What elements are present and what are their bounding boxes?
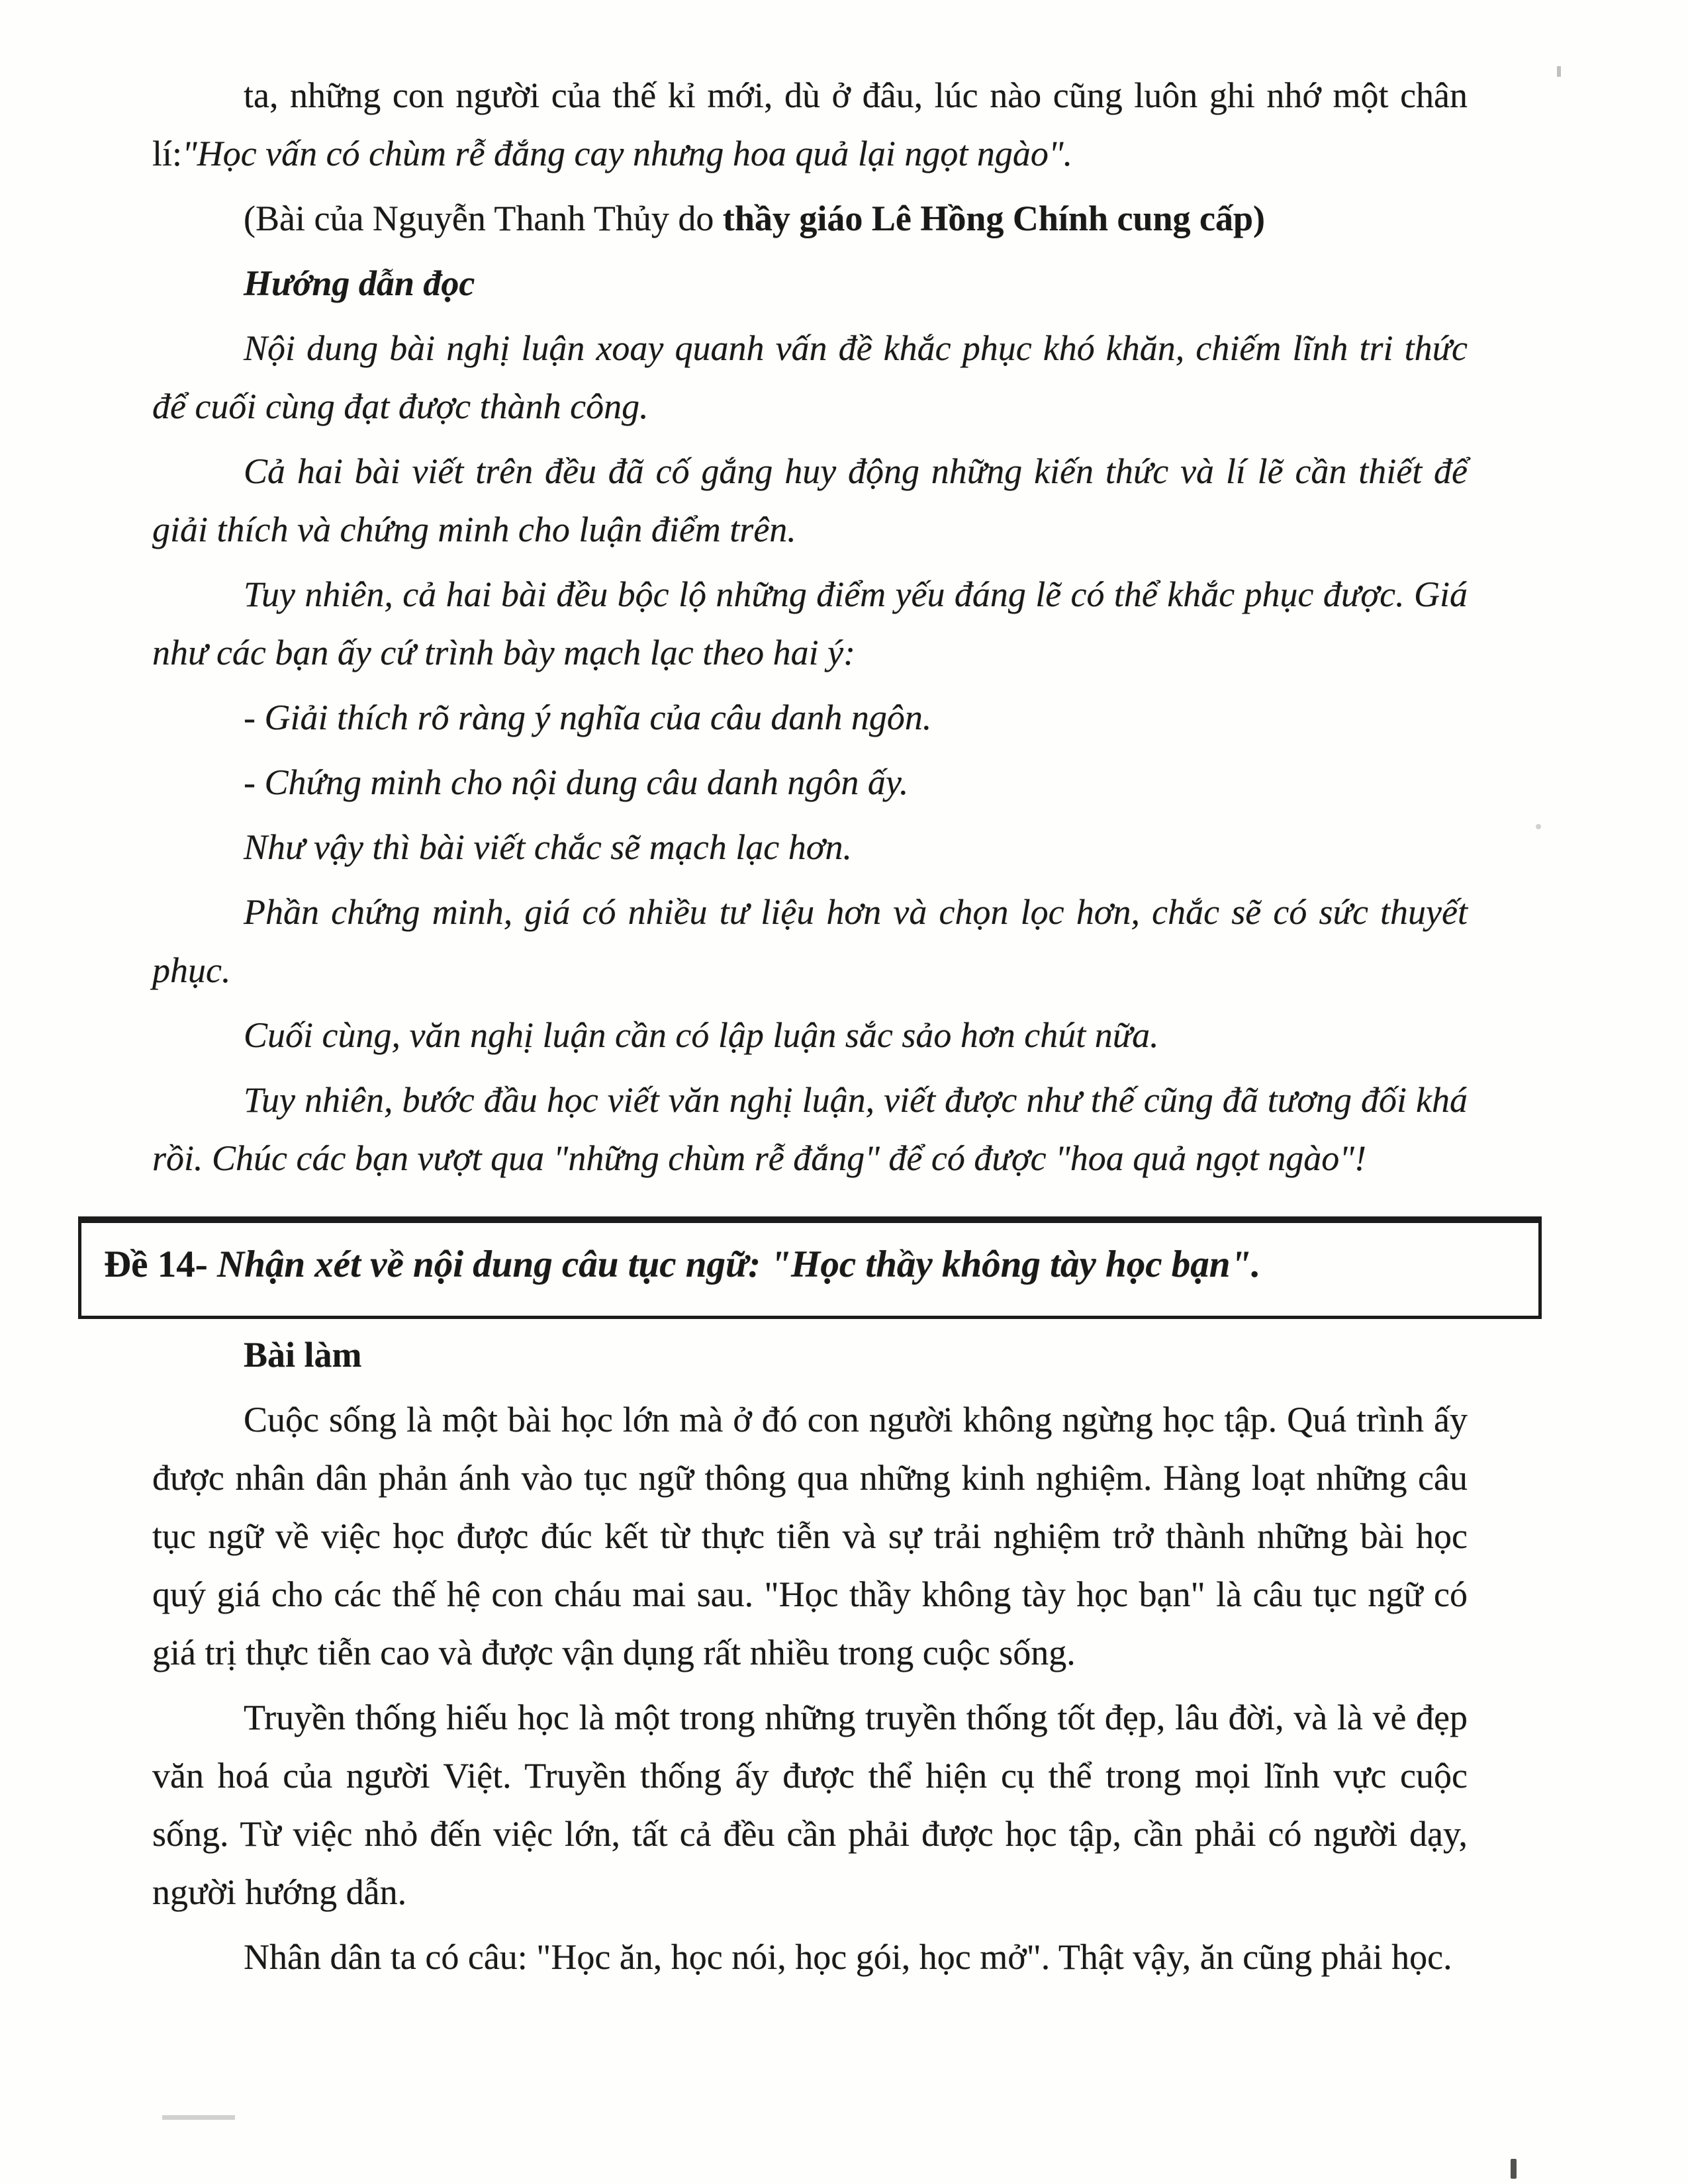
essay-heading: Bài làm bbox=[244, 1335, 362, 1375]
guide-paragraph: Tuy nhiên, cả hai bài đều bộc lộ những điểm yếu đáng lẽ có thể khắc phục được. Giá như các bạn ấy cứ trình bày mạch lạc theo hai ý: bbox=[152, 574, 1468, 672]
essay-paragraph: Truyền thống hiếu học là một trong những truyền thống tốt đẹp, lâu đời, và là vẻ đẹp văn hoá của người Việt. Truyền thống ấy được thể hiện cụ thể trong mọi lĩnh vực cuộc sống. Từ việc nhỏ đến việc lớn, tất cả đều cần phải được học tập, cần phải có người dạy, người hướng dẫn. bbox=[152, 1698, 1468, 1912]
topic-title-line bbox=[104, 1232, 1501, 1297]
intro-paragraph bbox=[152, 66, 1468, 183]
scan-noise-speck bbox=[1536, 824, 1541, 829]
intro-text: ta, những con người của thế kỉ mới, dù ở đâu, lúc nào cũng luôn ghi nhớ một chân lí: bbox=[152, 75, 1468, 173]
attribution-line bbox=[152, 189, 1468, 248]
guide-list-item: - Giải thích rõ ràng ý nghĩa của câu danh ngôn. bbox=[244, 698, 932, 737]
reading-guide-heading: Hướng dẫn đọc bbox=[244, 263, 475, 303]
topic-box bbox=[78, 1216, 1542, 1319]
essay-paragraph: Nhân dân ta có câu: "Học ăn, học nói, học gói, học mở". Thật vậy, ăn cũng phải học. bbox=[244, 1937, 1452, 1977]
guide-paragraph: Cả hai bài viết trên đều đã cố gắng huy động những kiến thức và lí lẽ cần thiết để giải thích và chứng minh cho luận điểm trên. bbox=[152, 451, 1468, 549]
topic-label: Đề 14- bbox=[104, 1244, 208, 1285]
essay-paragraph: Cuộc sống là một bài học lớn mà ở đó con người không ngừng học tập. Quá trình ấy được nhân dân phản ánh vào tục ngữ thông qua những kinh nghiệm. Hàng loạt những câu tục ngữ về việc học được đúc kết từ thực tiễn và sự trải nghiệm trở thành những bài học quý giá cho các thế hệ con cháu mai sau. "Học thầy không tày học bạn" là câu tục ngữ có giá trị thực tiễn cao và được vận dụng rất nhiều trong cuộc sống. bbox=[152, 1400, 1468, 1672]
scan-noise-speck bbox=[1557, 66, 1561, 77]
scan-noise-speck bbox=[162, 2115, 235, 2120]
guide-paragraph: Phần chứng minh, giá có nhiều tư liệu hơn và chọn lọc hơn, chắc sẽ có sức thuyết phục. bbox=[152, 892, 1468, 990]
attribution-regular: (Bài của Nguyễn Thanh Thủy do bbox=[244, 199, 723, 238]
attribution-bold: thầy giáo Lê Hồng Chính cung cấp) bbox=[722, 199, 1266, 238]
guide-paragraph: Nội dung bài nghị luận xoay quanh vấn đề khắc phục khó khăn, chiếm lĩnh tri thức để cuối cùng đạt được thành công. bbox=[152, 328, 1468, 426]
guide-paragraph: Cuối cùng, văn nghị luận cần có lập luận sắc sảo hơn chút nữa. bbox=[244, 1015, 1159, 1055]
guide-paragraph: Tuy nhiên, bước đầu học viết văn nghị luận, viết được như thế cũng đã tương đối khá rồi. Chúc các bạn vượt qua "những chùm rễ đắng" để có được "hoa quả ngọt ngào"! bbox=[152, 1080, 1468, 1178]
topic-title: Nhận xét về nội dung câu tục ngữ: "Học thầy không tày học bạn". bbox=[207, 1244, 1261, 1285]
intro-quote: "Học vấn có chùm rễ đắng cay nhưng hoa quả lại ngọt ngào". bbox=[182, 134, 1073, 173]
guide-paragraph: Như vậy thì bài viết chắc sẽ mạch lạc hơn. bbox=[244, 827, 853, 867]
scan-noise-speck bbox=[1511, 2159, 1517, 2179]
guide-list-item: - Chứng minh cho nội dung câu danh ngôn ấy. bbox=[244, 762, 909, 802]
